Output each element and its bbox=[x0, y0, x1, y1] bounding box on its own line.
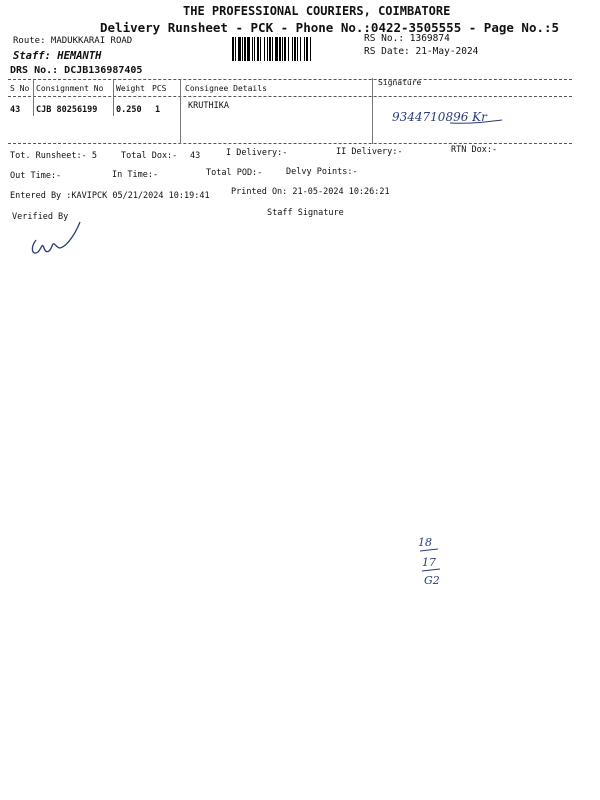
company-title: THE PROFESSIONAL COURIERS, COIMBATORE bbox=[183, 4, 451, 18]
in-time: In Time:- bbox=[112, 170, 159, 180]
handwritten-signature bbox=[390, 104, 510, 130]
table-header-rule bbox=[8, 96, 572, 97]
cell-consignee: KRUTHIKA bbox=[188, 101, 229, 111]
rs-date: RS Date: 21-May-2024 bbox=[364, 46, 479, 57]
verified-by: Verified By bbox=[12, 212, 69, 222]
col-header-consignment: Consignment No bbox=[36, 84, 104, 93]
col-header-pcs: PCS bbox=[152, 84, 167, 93]
rs-number: RS No.: 1369874 bbox=[364, 33, 450, 44]
margin-note bbox=[414, 530, 454, 592]
delvy-points: Delvy Points:- bbox=[286, 167, 358, 177]
col-header-consignee: Consignee Details bbox=[185, 84, 267, 93]
svg-text:18: 18 bbox=[418, 536, 432, 549]
staff-signature-label: Staff Signature bbox=[267, 208, 344, 218]
runsheet-subtitle: Delivery Runsheet - PCK - Phone No.:0422-3505555 - Page No.:5 bbox=[100, 20, 560, 35]
col-divider bbox=[180, 80, 181, 144]
route-label: Route: MADUKKARAI ROAD bbox=[13, 36, 133, 46]
rtn-dox: RTN Dox:- bbox=[451, 145, 498, 155]
col-header-sno: S No bbox=[10, 84, 30, 93]
entered-by: Entered By :KAVIPCK 05/21/2024 10:19:41 bbox=[10, 191, 210, 201]
drs-number: DRS No.: DCJB136987405 bbox=[10, 65, 143, 76]
printed-on: Printed On: 21-05-2024 10:26:21 bbox=[231, 187, 390, 197]
table-bottom-rule bbox=[8, 143, 572, 144]
total-runsheet: Tot. Runsheet:- 5 bbox=[10, 151, 97, 161]
out-time: Out Time:- bbox=[10, 171, 62, 181]
signature-note: 9344710896 Kr bbox=[392, 110, 487, 124]
svg-text:17: 17 bbox=[422, 556, 436, 569]
col-header-weight: Weight bbox=[116, 84, 145, 93]
cell-consignment-no: CJB 80256199 bbox=[36, 105, 98, 115]
staff-label: Staff: HEMANTH bbox=[13, 50, 102, 62]
svg-text:G2: G2 bbox=[424, 574, 440, 587]
col-divider bbox=[372, 78, 373, 144]
total-pod: Total POD:- bbox=[206, 168, 263, 178]
ii-delivery: II Delivery:- bbox=[336, 147, 403, 157]
cell-sno: 43 bbox=[10, 105, 21, 115]
col-divider bbox=[33, 80, 34, 116]
table-top-rule bbox=[8, 79, 572, 80]
total-dox-value: 43 bbox=[190, 151, 201, 161]
col-header-signature: Signature bbox=[378, 78, 422, 87]
cell-weight: 0.250 bbox=[116, 105, 142, 115]
col-divider bbox=[113, 80, 114, 116]
cell-pcs: 1 bbox=[155, 105, 161, 115]
verifier-signature bbox=[28, 218, 88, 260]
barcode bbox=[232, 37, 359, 61]
i-delivery: I Delivery:- bbox=[226, 148, 288, 158]
total-dox-label: Total Dox:- bbox=[121, 151, 178, 161]
